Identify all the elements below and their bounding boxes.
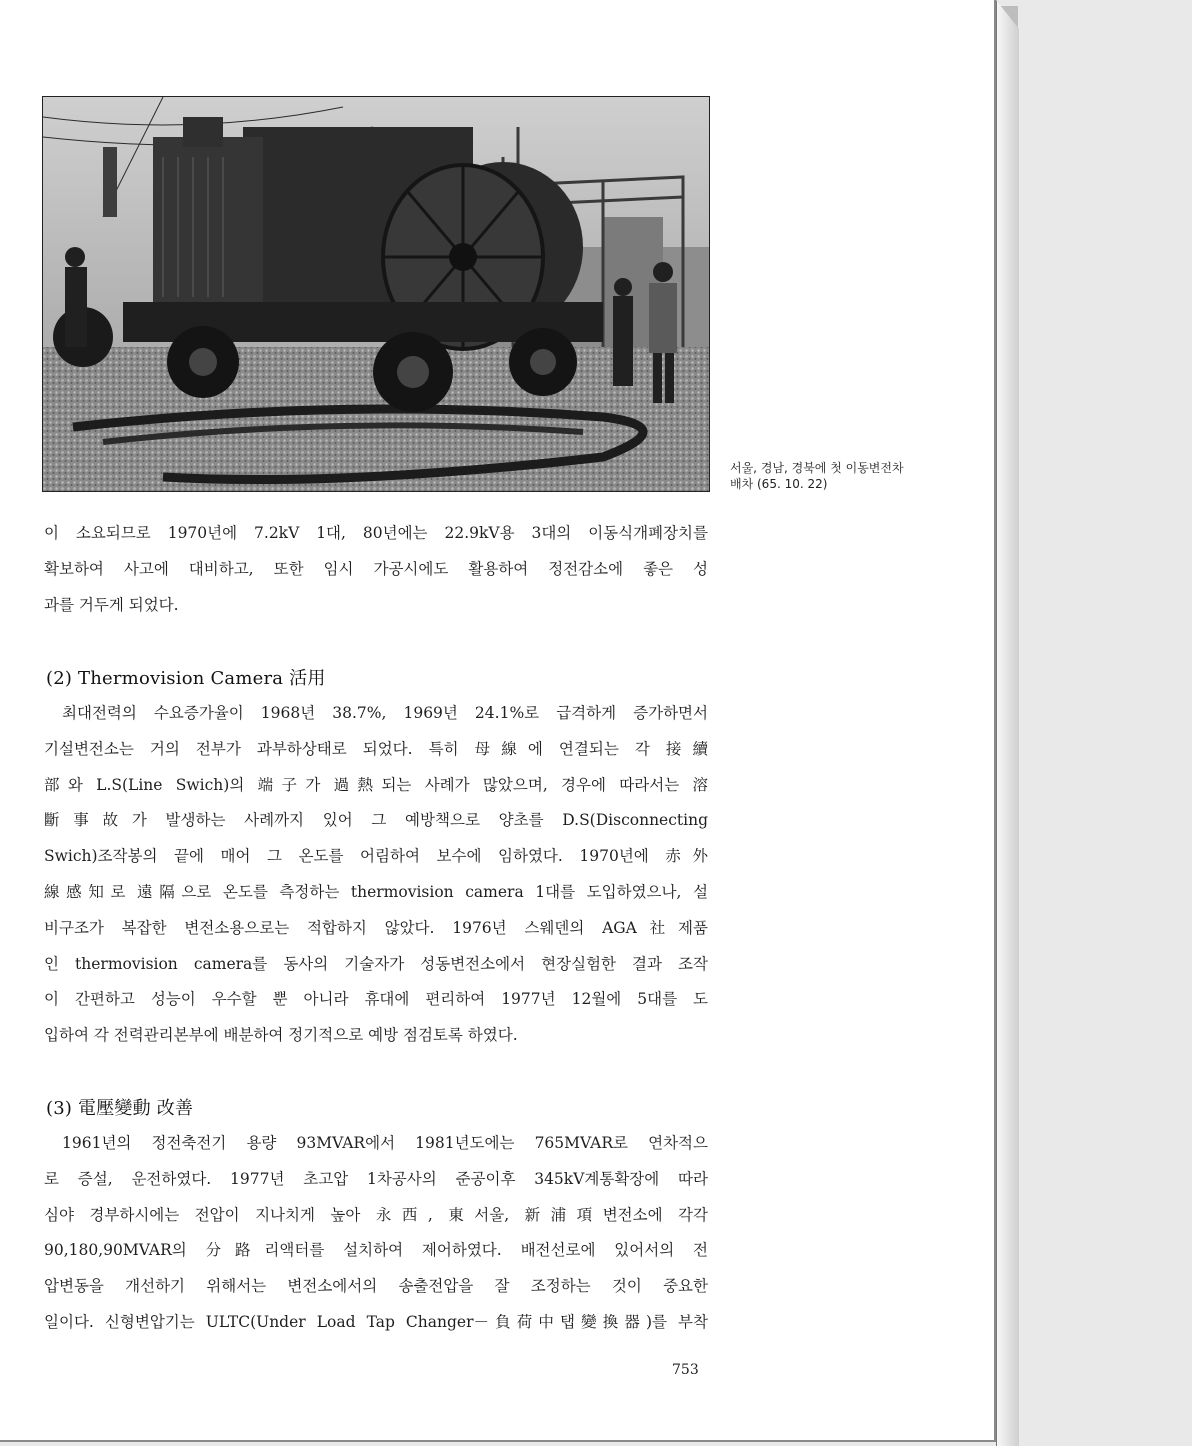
page-number: 753 (672, 1362, 699, 1378)
section-3-heading: (3) 電壓變動 改善 (46, 1098, 194, 1119)
text-line: 이 간편하고 성능이 우수할 뿐 아니라 휴대에 편리하여 1977년 12월에 5대를 도 (44, 990, 708, 1009)
section-3-body (44, 1126, 708, 1341)
page-fold (996, 0, 1019, 1446)
text-line: 1961년의 정전축전기 용량 93MVAR에서 1981년도에는 765MVAR로 연차적으 (62, 1134, 708, 1152)
text-line: 일이다. 신형변압기는 ULTC(Under Load Tap Changer－負荷中탭變換器)를 부착 (44, 1312, 708, 1331)
text-line: 입하여 각 전력관리본부에 배분하여 정기적으로 예방 점검토록 하였다. (44, 1026, 518, 1045)
caption-line-1: 서울, 경남, 경북에 첫 이동변전차 (730, 461, 904, 475)
text-line: 部와 L.S(Line Swich)의 端子가 過熱되는 사례가 많았으며, 경우에 따라서는 溶 (44, 775, 708, 794)
historical-photo (42, 96, 710, 492)
photo-illustration (43, 97, 709, 491)
text-line: Swich)조작봉의 끝에 매어 그 온도를 어림하여 보수에 임하였다. 1970년에 赤外 (44, 847, 708, 866)
intro-paragraph (44, 516, 708, 623)
text-line: 비구조가 복잡한 변전소용으로는 적합하지 않았다. 1976년 스웨덴의 AGA社제품 (44, 918, 708, 937)
text-line: 심야 경부하시에는 전압이 지나치게 높아 永西, 東서울, 新浦項변전소에 각각 (44, 1205, 708, 1224)
text-line: 斷事故가 발생하는 사례까지 있어 그 예방책으로 양초를 D.S(Disconnecting (44, 811, 708, 830)
text-line: 인 thermovision camera를 동사의 기술자가 성동변전소에서 현장실험한 결과 조작 (44, 954, 708, 973)
text-line: 확보하여 사고에 대비하고, 또한 임시 가공시에도 활용하여 정전감소에 좋은 성 (44, 559, 708, 578)
section-2-heading: (2) Thermovision Camera 活用 (46, 668, 326, 689)
text-line: 최대전력의 수요증가율이 1968년 38.7%, 1969년 24.1%로 급격하게 증가하면서 (62, 704, 708, 722)
text-line: 90,180,90MVAR의 分路리액터를 설치하여 제어하였다. 배전선로에 있어서의 전 (44, 1241, 708, 1260)
text-line: 압변동을 개선하기 위해서는 변전소에서의 송출전압을 잘 조정하는 것이 중요한 (44, 1277, 708, 1296)
text-line: 이 소요되므로 1970년에 7.2kV 1대, 80년에는 22.9kV용 3대의 이동식개폐장치를 (44, 524, 708, 542)
caption-line-2: 배차 (65. 10. 22) (730, 477, 828, 491)
text-line: 기설변전소는 거의 전부가 과부하상태로 되었다. 특히 母線에 연결되는 각 接續 (44, 739, 708, 758)
section-2-body (44, 696, 708, 1054)
text-line: 로 증설, 운전하였다. 1977년 초고압 1차공사의 준공이후 345kV계통확장에 따라 (44, 1169, 708, 1188)
text-line: 線感知로 遠隔으로 온도를 측정하는 thermovision camera 1대를 도입하였으나, 설 (44, 882, 708, 901)
photo-caption (730, 460, 940, 492)
text-line: 과를 거두게 되었다. (44, 595, 179, 614)
